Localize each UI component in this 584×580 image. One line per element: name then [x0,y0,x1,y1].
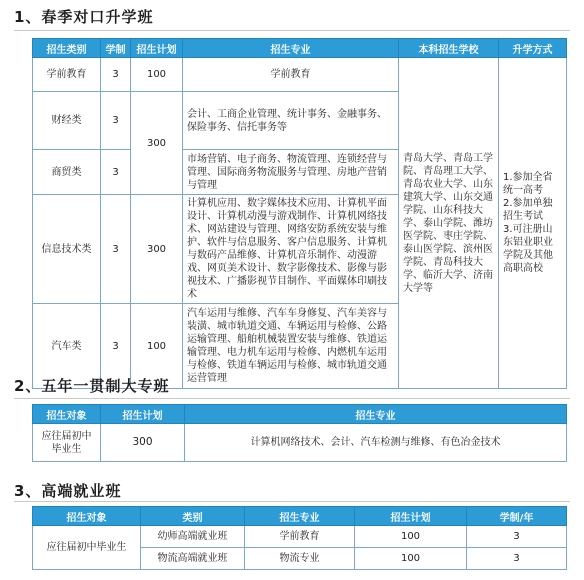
section2-title: 2、五年一贯制大专班 [14,377,170,395]
majors-cell: 汽车运用与维修、汽车车身修复、汽车美容与装潢、城市轨道交通、车辆运用与检修、公路运输管理、船舶机械装置安装与维修、铁道运输管理、电力机车运用与检修、内燃机车运用与检修、铁道车辆运用与检修、城市轨道交通运营管理 [183,304,399,389]
years-cell: 3 [101,150,131,195]
header-cell: 学制 [101,39,131,58]
schools-cell: 青岛大学、青岛工学院、青岛理工大学、青岛农业大学、山东建筑大学、山东交通学院、山东科技大学、泰山学院、潍坊医学院、枣庄学院、泰山医学院、滨州医学院、青岛科技大学、临沂大学、济南大学等 [399,58,499,389]
section1-title: 1、春季对口升学班 [14,8,154,26]
years-cell: 3 [467,526,567,548]
table-header-row [33,405,567,424]
section2-divider [14,398,570,399]
years-cell: 3 [467,548,567,570]
table-row [33,58,567,92]
header-cell: 本科招生学校 [399,39,499,58]
header-cell: 招生计划 [101,405,185,424]
table-row [33,526,567,548]
major-cell: 学前教育 [245,526,355,548]
header-cell: 招生计划 [355,507,467,526]
header-cell: 学制/年 [467,507,567,526]
majors-cell: 市场营销、电子商务、物流管理、连锁经营与管理、国际商务物流服务与管理、房地产营销与管理 [183,150,399,195]
plan-cell: 100 [355,526,467,548]
type-cell: 物流高端就业班 [141,548,245,570]
plan-cell: 100 [355,548,467,570]
method-cell: 1.参加全省统一高考 2.参加单独招生考试 3.可注册山东铝业职业学院及其他高职高校 [499,58,567,389]
major-cell: 物流专业 [245,548,355,570]
header-cell: 招生计划 [131,39,183,58]
plan-cell: 300 [131,195,183,304]
header-cell: 招生对象 [33,405,101,424]
category-cell: 信息技术类 [33,195,101,304]
years-cell: 3 [101,195,131,304]
plan-cell: 300 [131,92,183,195]
majors-cell: 计算机网络技术、会计、汽车检测与维修、有色冶金技术 [185,424,567,462]
majors-cell: 学前教育 [183,58,399,92]
table-row [33,424,567,462]
majors-cell: 计算机应用、数字媒体技术应用、计算机平面设计、计算机动漫与游戏制作、计算机网络技术、网站建设与管理、网络安防系统安装与维护、软件与信息服务、客户信息服务、计算机与数码产品维修、计算机音乐制作、动漫游戏、网页美术设计、数字影像技术、影像与影视技术、广播影视节目制作、平面媒体印刷技术 [183,195,399,304]
years-cell: 3 [101,92,131,150]
target-cell: 应往届初中毕业生 [33,424,101,462]
table-header-row [33,39,567,58]
category-cell: 商贸类 [33,150,101,195]
section3-title: 3、高端就业班 [14,482,122,500]
target-cell: 应往届初中毕业生 [33,526,141,570]
majors-cell: 会计、工商企业管理、统计事务、金融事务、保险事务、信托事务等 [183,92,399,150]
header-cell: 类别 [141,507,245,526]
header-cell: 招生专业 [183,39,399,58]
plan-cell: 100 [131,58,183,92]
header-cell: 招生对象 [33,507,141,526]
category-cell: 汽车类 [33,304,101,389]
category-cell: 学前教育 [33,58,101,92]
table-header-row [33,507,567,526]
section3-table [32,506,567,570]
plan-cell: 300 [101,424,185,462]
years-cell: 3 [101,304,131,389]
plan-cell: 100 [131,304,183,389]
years-cell: 3 [101,58,131,92]
section3-divider [14,501,570,502]
type-cell: 幼师高端就业班 [141,526,245,548]
section2-table [32,404,567,462]
header-cell: 招生类别 [33,39,101,58]
section1-table [32,38,567,389]
category-cell: 财经类 [33,92,101,150]
header-cell: 招生专业 [185,405,567,424]
section1-divider [14,30,570,31]
header-cell: 招生专业 [245,507,355,526]
header-cell: 升学方式 [499,39,567,58]
